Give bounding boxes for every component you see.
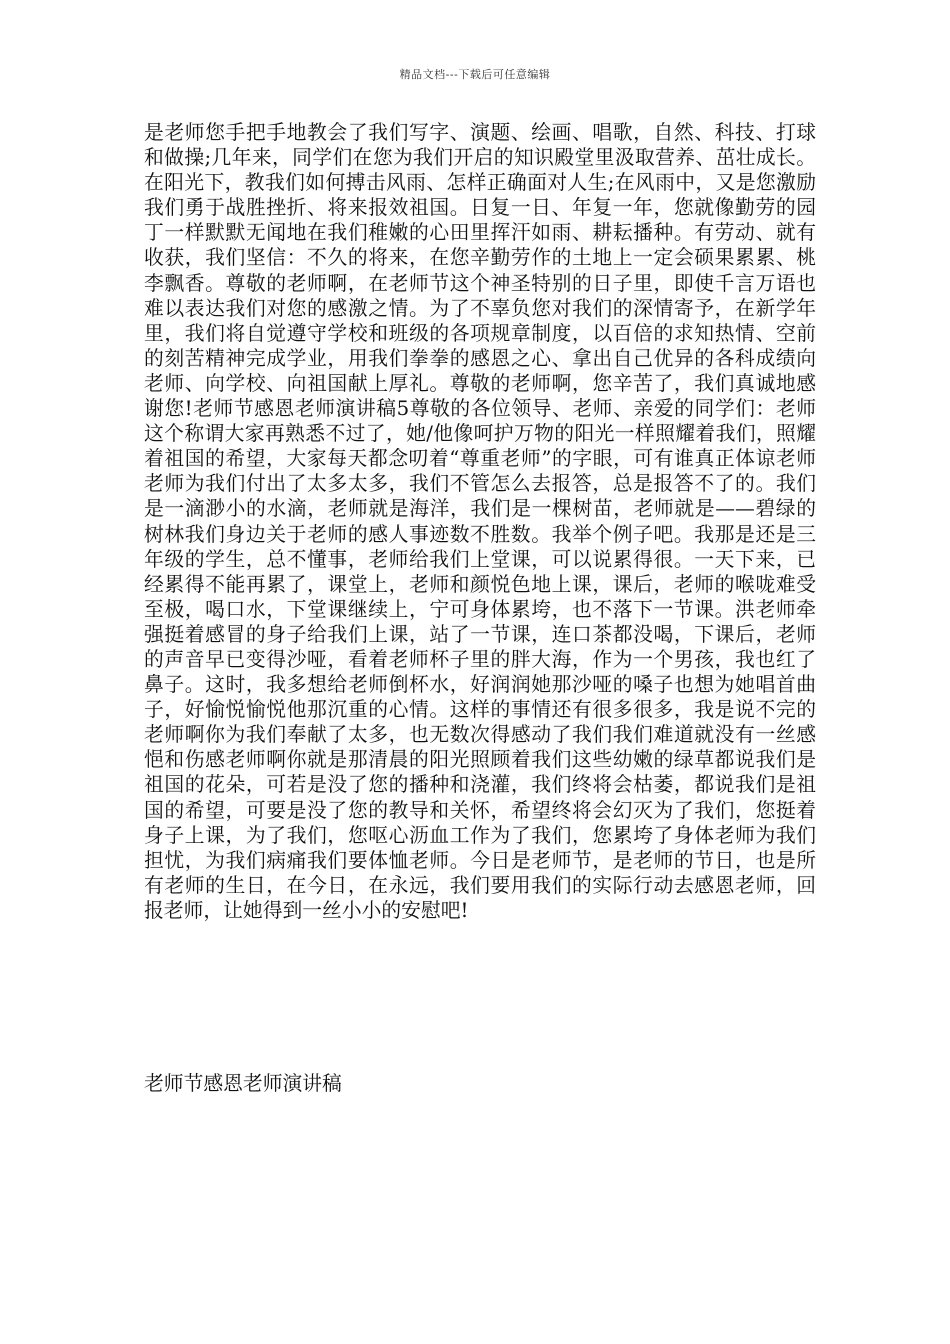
document-body-text: 是老师您手把手地教会了我们写字、演题、绘画、唱歌，自然、科技、打球和做操;几年来，同学们在您为我们开启的知识殿堂里汲取营养、茁壮成长。在阳光下，教我们如何搏击风雨、怎样正确面对人生;在风雨中，又是您激励我们勇于战胜挫折、将来报效祖国。日复一日、年复一年，您就像勤劳的园丁一样默默无闻地在我们稚嫩的心田里挥汗如雨、耕耘播种。有劳动、就有收获，我们坚信：不久的将来，在您辛勤劳作的土地上一定会硕果累累、桃李飘香。尊敬的老师啊，在老师节这个神圣特别的日子里，即使千言万语也难以表达我们对您的感激之情。为了不辜负您对我们的深情寄予，在新学年里，我们将自觉遵守学校和班级的各项规章制度，以百倍的求知热情、空前的刻苦精神完成学业，用我们拳拳的感恩之心、拿出自己优异的各科成绩向老师、向学校、向祖国献上厚礼。尊敬的老师啊，您辛苦了，我们真诚地感谢您!老师节感恩老师演讲稿5尊敬的各位领导、老师、亲爱的同学们：老师这个称谓大家再熟悉不过了，她/他像呵护万物的阳光一样照耀着我们，照耀着祖国的希望，大家每天都念叨着“尊重老师”的字眼，可有谁真正体谅老师老师为我们付出了太多太多，我们不管怎么去报答，总是报答不了的。我们是一滴渺小的水滴，老师就是海洋，我们是一棵树苗，老师就是——碧绿的树林我们身边关于老师的感人事迹数不胜数。我举个例子吧。我那是还是三年级的学生，总不懂事，老师给我们上堂课，可以说累得很。一天下来，已经累得不能再累了，课堂上，老师和颜悦色地上课，课后，老师的喉咙难受至极，喝口水，下堂课继续上，宁可身体累垮，也不落下一节课。洪老师牵强挺着感冒的身子给我们上课，站了一节课，连口茶都没喝，下课后，老师的声音早已变得沙哑，看着老师杯子里的胖大海，作为一个男孩，我也红了鼻子。这时，我多想给老师倒杯水，好润润她那沙哑的嗓子也想为她唱首曲子，好愉悦愉悦他那沉重的心情。这样的事情还有很多很多，我是说不完的老师啊你为我们奉献了太多，也无数次得感动了我们我们难道就没有一丝感悒和伤感老师啊你就是那清晨的阳光照顾着我们这些幼嫩的绿草都说我们是祖国的花朵，可若是没了您的播种和浇灌，我们终将会枯萎，都说我们是祖国的希望，可要是没了您的教导和关怀，希望终将会幻灭为了我们，您挺着身子上课，为了我们，您呕心沥血工作为了我们，您累垮了身体老师为我们担忧，为我们病痛我们要体恤老师。今日是老师节，是老师的节日，也是所有老师的生日，在今日，在永远，我们要用我们的实际行动去感恩老师，回报老师，让她得到一丝小小的安慰吧! [144,121,816,922]
document-subtitle: 老师节感恩老师演讲稿 [144,1072,342,1095]
page-header: 精品文档---下载后可任意编辑 [399,68,551,81]
